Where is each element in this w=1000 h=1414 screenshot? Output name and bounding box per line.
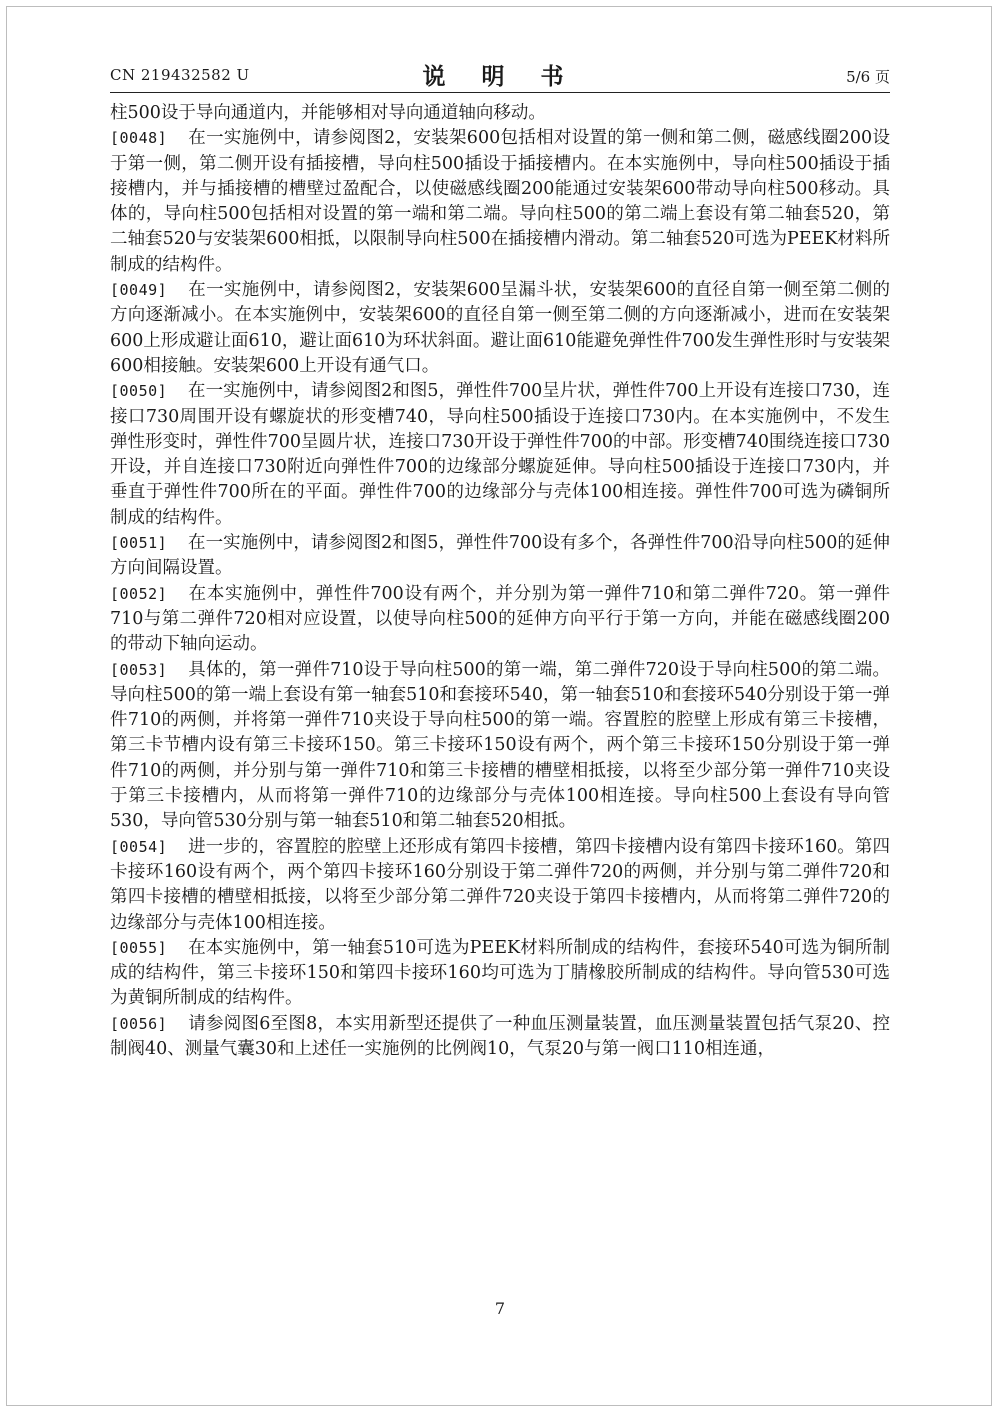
paragraph [110,658,890,835]
publication-number: CN 219432582 U [110,66,250,84]
paragraph-id: [0054] [110,837,168,856]
paragraph-text: 进一步的，容置腔的腔壁上还形成有第四卡接槽，第四卡接槽内设有第四卡接环160。第四卡接环160设有两个，两个第四卡接环160分别设于第二弹件720的两侧，并分别与第二弹件720和第四卡接槽的槽壁相抵接，以将至少部分第二弹件720夹设于第四卡接槽内，从而将第二弹件720的边缘部分与壳体100相连接。 [110,836,890,933]
paragraph-text: 在一实施例中，请参阅图2，安装架600呈漏斗状，安装架600的直径自第一侧至第二侧的方向逐渐减小。在本实施例中，安装架600的直径自第一侧至第二侧的方向逐渐减小，进而在安装架600上形成避让面610，避让面610为环状斜面。避让面610能避免弹性件700发生弹性形时与安装架600相接触。安装架600上开设有通气口。 [110,280,890,376]
paragraph-id: [0056] [110,1014,168,1033]
paragraph-id: [0050] [110,382,168,401]
paragraph-text: 请参阅图6至图8，本实用新型还提供了一种血压测量装置，血压测量装置包括气泵20、控制阀40、测量气囊30和上述任一实施例的比例阀10，气泵20与第一阀口110相连通， [110,1013,890,1059]
paragraph [110,582,890,658]
paragraph [110,936,890,1012]
paragraph-id: [0048] [110,129,168,148]
paragraph [110,278,890,379]
paragraph-id: [0052] [110,584,168,603]
header-rule [110,92,890,93]
paragraph-id: [0049] [110,281,168,300]
paragraph [110,126,890,278]
paragraph-id: [0053] [110,660,168,679]
paragraph-id: [0051] [110,534,168,553]
paragraph-continuation [110,101,890,126]
paragraph-text: 在一实施例中，请参阅图2和图5，弹性件700呈片状，弹性件700上开设有连接口730，连接口730周围开设有螺旋状的形变槽740，导向柱500插设于连接口730内。在本实施例中，不发生弹性形变时，弹性件700呈圆片状，连接口730开设于弹性件700的中部。形变槽740围绕连接口730开设，并自连接口730附近向弹性件700的边缘部分螺旋延伸。导向柱500插设于连接口730内，并垂直于弹性件700所在的平面。弹性件700的边缘部分与壳体100相连接。弹性件700可选为磷铜所制成的结构件。 [110,381,890,528]
paragraph [110,379,890,531]
paragraph-id: [0055] [110,938,168,957]
document-body [110,101,890,1062]
document-title: 说 明 书 [422,63,578,90]
paragraph [110,1012,890,1063]
page-header [110,58,890,92]
paragraph-text: 在本实施例中，第一轴套510可选为PEEK材料所制成的结构件，套接环540可选为铜所制成的结构件，第三卡接环150和第四卡接环160均可选为丁腈橡胶所制成的结构件。导向管530可选为黄铜所制成的结构件。 [110,937,890,1009]
paragraph-text: 在本实施例中，弹性件700设有两个，并分别为第一弹件710和第二弹件720。第一弹件710与第二弹件720相对应设置，以使导向柱500的延伸方向平行于第一方向，并能在磁感线圈200的带动下轴向运动。 [110,583,890,655]
page-number: 7 [494,1299,506,1318]
paragraph-text: 在一实施例中，请参阅图2，安装架600包括相对设置的第一侧和第二侧，磁感线圈200设于第一侧，第二侧开设有插接槽，导向柱500插设于插接槽内。在本实施例中，导向柱500插设于插接槽内，并与插接槽的槽壁过盈配合，以使磁感线圈200能通过安装架600带动导向柱500移动。具体的，导向柱500包括相对设置的第一端和第二端。导向柱500的第二端上套设有第二轴套520，第二轴套520与安装架600相抵，以限制导向柱500在插接槽内滑动。第二轴套520可选为PEEK材料所制成的结构件。 [110,128,890,275]
paragraph-text: 具体的，第一弹件710设于导向柱500的第一端，第二弹件720设于导向柱500的第二端。导向柱500的第一端上套设有第一轴套510和套接环540，第一轴套510和套接环540分别设于第一弹件710的两侧，并将第一弹件710夹设于导向柱500的第一端。容置腔的腔壁上形成有第三卡接槽，第三卡节槽内设有第三卡接环150。第三卡接环150设有两个，两个第三卡接环150分别设于第一弹件710的两侧，并分别与第一弹件710和第三卡接槽的槽壁相抵接，以将至少部分第一弹件710夹设于第三卡接槽内，从而将第一弹件710的边缘部分与壳体100相连接。导向柱500上套设有导向管530，导向管530分别与第一轴套510和第二轴套520相抵。 [110,659,890,832]
paragraph-text: 在一实施例中，请参阅图2和图5，弹性件700设有多个，各弹性件700沿导向柱500的延伸方向间隔设置。 [110,533,890,579]
page-count: 5/6 页 [846,68,890,86]
paragraph [110,531,890,582]
paragraph-text: 柱500设于导向通道内，并能够相对导向通道轴向移动。 [110,103,546,123]
paragraph [110,835,890,936]
